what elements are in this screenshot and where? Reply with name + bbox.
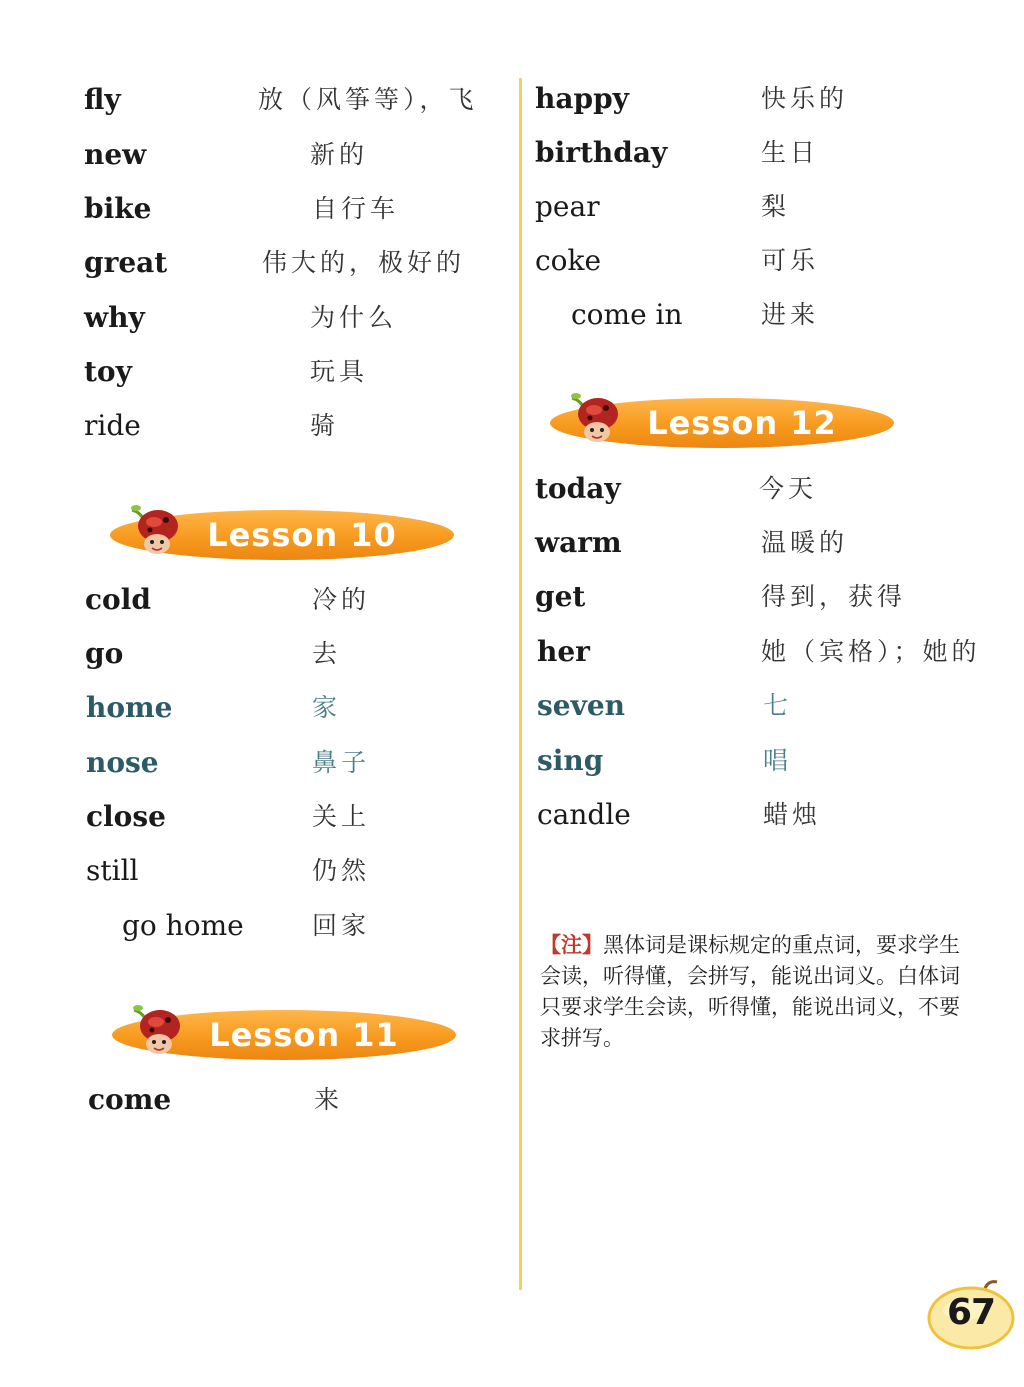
vocab-word: today — [535, 472, 621, 505]
page-number-badge — [925, 1278, 1017, 1350]
vocab-entry — [0, 634, 515, 674]
note-tag: 【注】 — [540, 933, 603, 957]
vocab-meaning: 关上 — [312, 802, 371, 831]
vocab-word: still — [86, 854, 139, 887]
vocab-entry — [525, 187, 1024, 227]
vocab-meaning: 自行车 — [312, 194, 400, 223]
vocab-meaning: 温暖的 — [761, 528, 849, 557]
vocab-entry — [525, 79, 1024, 119]
vocab-word: new — [84, 138, 147, 171]
vocab-word: pear — [535, 190, 600, 223]
page-number: 67 — [946, 1292, 996, 1333]
vocab-meaning: 为什么 — [310, 303, 398, 332]
vocab-entry — [0, 406, 515, 446]
vocab-entry — [525, 241, 1024, 281]
vocab-word: coke — [535, 244, 602, 277]
vocab-entry — [0, 135, 515, 175]
vocab-word: fly — [84, 83, 121, 116]
vocab-entry — [525, 469, 1024, 509]
lesson-12-banner — [550, 398, 894, 448]
vocab-phrase: go home — [122, 909, 244, 942]
vocab-phrase: come in — [571, 298, 683, 331]
vocab-word: why — [84, 301, 145, 334]
vocab-entry — [525, 795, 1024, 835]
lesson-title: Lesson 10 — [207, 516, 397, 554]
vocab-meaning: 生日 — [761, 138, 820, 167]
lesson-10-banner — [110, 510, 454, 560]
vocab-word: great — [84, 246, 168, 279]
vocab-meaning: 仍然 — [312, 856, 371, 885]
vocab-meaning: 七 — [763, 691, 793, 720]
vocab-meaning: 唱 — [763, 746, 793, 775]
vocab-entry — [525, 577, 1024, 617]
vocab-entry — [0, 352, 515, 392]
vocab-word: happy — [535, 82, 629, 115]
vocab-entry — [0, 743, 515, 783]
vocab-meaning: 伟大的，极好的 — [262, 248, 466, 277]
vocab-entry — [525, 133, 1024, 173]
vocab-word: close — [86, 800, 166, 833]
vocab-word: nose — [86, 746, 159, 779]
vocab-entry — [0, 580, 515, 620]
vocab-word: go — [85, 637, 124, 670]
vocab-word: toy — [84, 355, 132, 388]
vocab-meaning: 蜡烛 — [763, 800, 822, 829]
vocab-word: warm — [535, 526, 622, 559]
vocab-word: home — [86, 691, 173, 724]
vocab-entry — [525, 632, 1024, 672]
vocab-meaning: 她（宾格）；她的 — [761, 637, 981, 666]
lesson-title: Lesson 11 — [209, 1016, 399, 1054]
vocab-entry — [0, 189, 515, 229]
vocab-word: seven — [537, 689, 626, 722]
vocab-word: come — [88, 1083, 172, 1116]
vocab-meaning: 骑 — [310, 411, 340, 440]
vocab-meaning: 进来 — [761, 300, 820, 329]
vocab-meaning: 梨 — [761, 192, 791, 221]
vocab-word: cold — [85, 583, 151, 616]
vocab-meaning: 冷的 — [312, 585, 371, 614]
vocab-word: ride — [84, 409, 141, 442]
vocab-entry — [0, 797, 515, 837]
vocab-entry — [0, 243, 515, 283]
vocab-word: bike — [84, 192, 152, 225]
vocab-meaning: 放（风筝等），飞 — [258, 85, 478, 114]
vocab-word: sing — [537, 744, 604, 777]
vocab-meaning: 玩具 — [310, 357, 369, 386]
vocab-meaning: 家 — [312, 693, 342, 722]
vocab-entry — [525, 741, 1024, 781]
vocab-entry — [525, 523, 1024, 563]
vocab-meaning: 去 — [312, 639, 342, 668]
vocab-entry — [0, 906, 515, 946]
vocab-meaning: 可乐 — [761, 246, 820, 275]
vocab-meaning: 鼻子 — [312, 748, 371, 777]
vocab-word: candle — [537, 798, 631, 831]
vocab-word: birthday — [535, 136, 668, 169]
vocab-entry — [0, 1080, 515, 1120]
lesson-title: Lesson 12 — [647, 404, 837, 442]
vocab-entry — [0, 80, 515, 120]
vocab-meaning: 来 — [314, 1085, 344, 1114]
vocab-meaning: 今天 — [759, 474, 818, 503]
vocab-word: get — [535, 580, 586, 613]
vocab-entry — [0, 688, 515, 728]
vocab-entry — [0, 851, 515, 891]
note-text: 黑体词是课标规定的重点词，要求学生会读，听得懂，会拼写，能说出词义。白体词只要求学生会读，听得懂，能说出词义，不要求拼写。 — [540, 933, 960, 1050]
vocab-meaning: 回家 — [312, 911, 371, 940]
vocab-meaning: 新的 — [310, 140, 369, 169]
vocab-entry — [525, 295, 1024, 335]
vocab-entry — [0, 298, 515, 338]
vocab-meaning: 快乐的 — [761, 84, 849, 113]
column-divider — [519, 78, 522, 1290]
vocab-meaning: 得到，获得 — [761, 582, 907, 611]
vocab-word: her — [537, 635, 590, 668]
teacher-note — [540, 930, 960, 1054]
lesson-11-banner — [112, 1010, 456, 1060]
vocab-entry — [525, 686, 1024, 726]
